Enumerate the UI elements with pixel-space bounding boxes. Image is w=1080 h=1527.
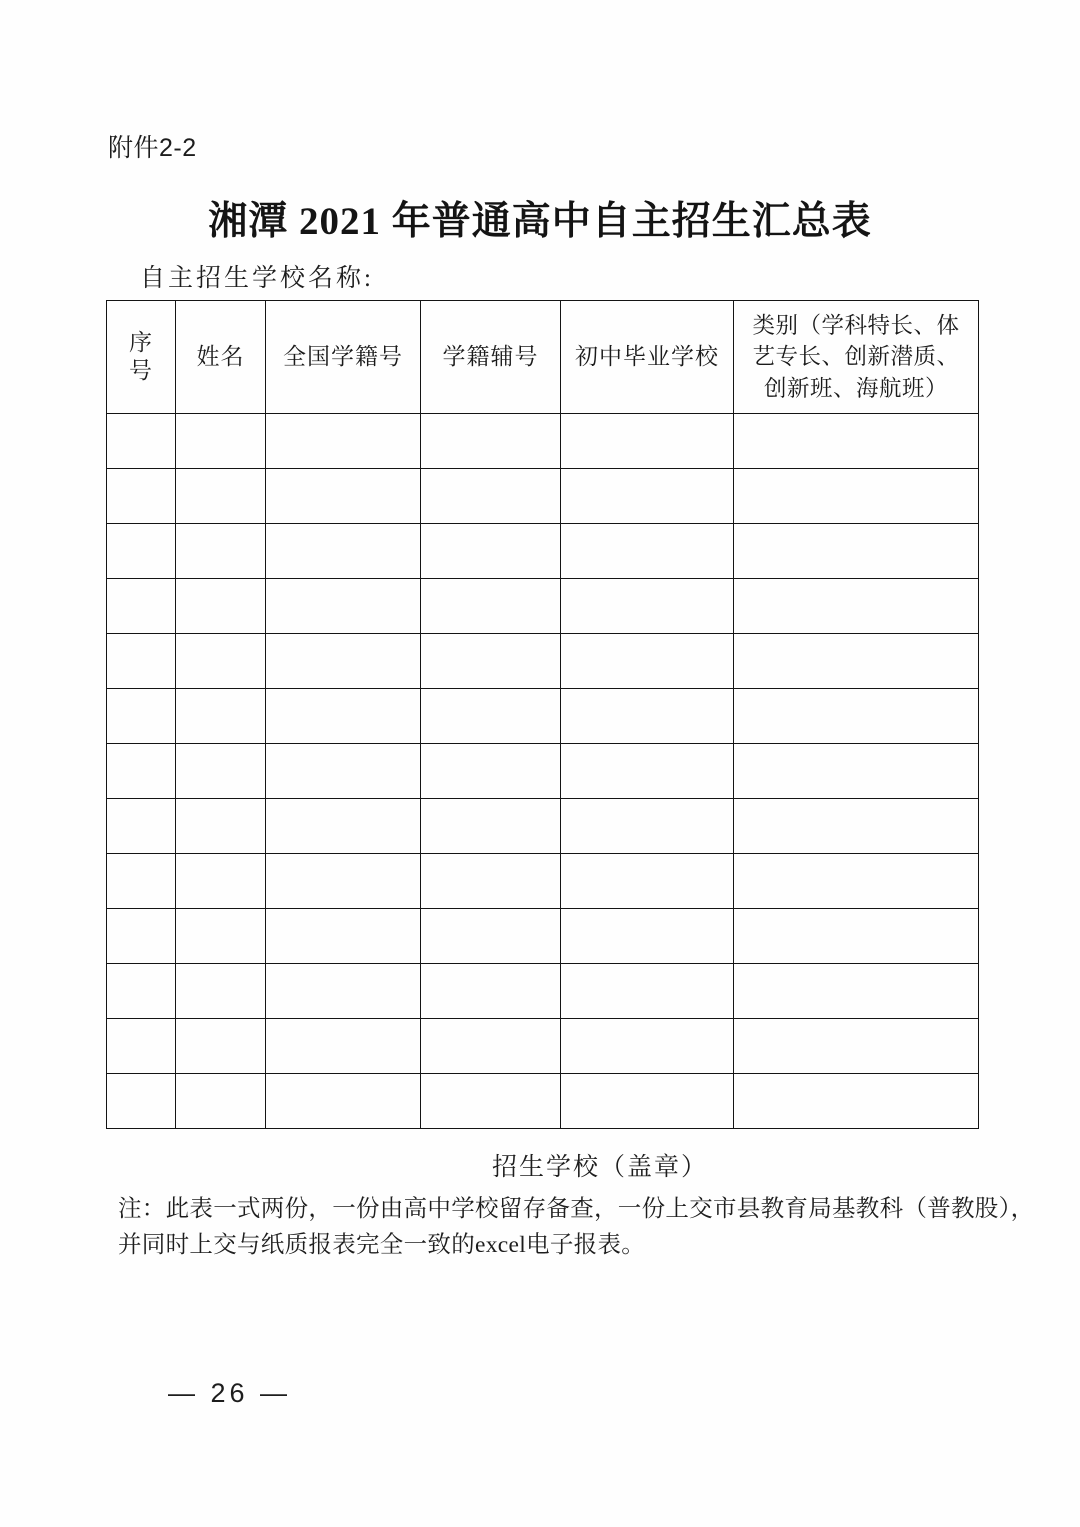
cell-national-student-id[interactable]	[266, 579, 421, 634]
table-row[interactable]	[107, 634, 979, 689]
cell-national-student-id[interactable]	[266, 854, 421, 909]
column-header-sequence	[107, 301, 176, 414]
column-header-sub-student-id: 学籍辅号	[421, 301, 561, 414]
cell-national-student-id[interactable]	[266, 469, 421, 524]
cell-category[interactable]	[734, 689, 979, 744]
table-row[interactable]	[107, 854, 979, 909]
attachment-label: 附件2-2	[108, 134, 197, 162]
cell-sub-student-id[interactable]	[421, 799, 561, 854]
admissions-summary-table	[106, 300, 979, 1129]
cell-category[interactable]	[734, 524, 979, 579]
cell-sequence[interactable]	[107, 1019, 176, 1074]
cell-category[interactable]	[734, 634, 979, 689]
cell-name[interactable]	[176, 524, 266, 579]
table-header-row	[107, 301, 979, 414]
cell-name[interactable]	[176, 799, 266, 854]
cell-category[interactable]	[734, 799, 979, 854]
cell-category[interactable]	[734, 744, 979, 799]
cell-name[interactable]	[176, 854, 266, 909]
table-row[interactable]	[107, 799, 979, 854]
cell-middle-school[interactable]	[561, 634, 734, 689]
cell-sub-student-id[interactable]	[421, 854, 561, 909]
cell-middle-school[interactable]	[561, 414, 734, 469]
cell-sequence[interactable]	[107, 854, 176, 909]
cell-sequence[interactable]	[107, 909, 176, 964]
cell-sub-student-id[interactable]	[421, 1019, 561, 1074]
issuing-school-stamp-label: 招生学校（盖章）	[491, 1154, 708, 1181]
table-row[interactable]	[107, 689, 979, 744]
cell-sequence[interactable]	[107, 469, 176, 524]
column-header-category	[734, 301, 979, 414]
table-row[interactable]	[107, 964, 979, 1019]
cell-sub-student-id[interactable]	[421, 689, 561, 744]
cell-sub-student-id[interactable]	[421, 634, 561, 689]
cell-sub-student-id[interactable]	[421, 964, 561, 1019]
column-header-sequence-line2: 号	[129, 358, 153, 383]
cell-middle-school[interactable]	[561, 744, 734, 799]
footnote-line-1: 注：此表一式两份，一份由高中学校留存备查，一份上交市县教育局基教科（普教股），	[118, 1196, 1035, 1222]
cell-name[interactable]	[176, 909, 266, 964]
cell-category[interactable]	[734, 1019, 979, 1074]
table-row[interactable]	[107, 524, 979, 579]
cell-category[interactable]	[734, 469, 979, 524]
cell-name[interactable]	[176, 744, 266, 799]
cell-middle-school[interactable]	[561, 469, 734, 524]
cell-name[interactable]	[176, 1074, 266, 1129]
cell-sequence[interactable]	[107, 689, 176, 744]
cell-sequence[interactable]	[107, 579, 176, 634]
column-header-category-line1: 类别（学科特长、体	[752, 313, 960, 339]
table-row[interactable]	[107, 579, 979, 634]
cell-middle-school[interactable]	[561, 964, 734, 1019]
column-header-sequence-line1: 序	[129, 329, 153, 355]
cell-category[interactable]	[734, 909, 979, 964]
column-header-category-line2: 艺专长、创新潜质、	[752, 344, 960, 370]
cell-sequence[interactable]	[107, 524, 176, 579]
school-name-field-label: 自主招生学校名称:	[140, 265, 374, 292]
cell-sub-student-id[interactable]	[421, 744, 561, 799]
cell-national-student-id[interactable]	[266, 964, 421, 1019]
table-row[interactable]	[107, 414, 979, 469]
cell-name[interactable]	[176, 1019, 266, 1074]
cell-sub-student-id[interactable]	[421, 579, 561, 634]
cell-national-student-id[interactable]	[266, 414, 421, 469]
table-row[interactable]	[107, 1074, 979, 1129]
cell-sub-student-id[interactable]	[421, 414, 561, 469]
cell-middle-school[interactable]	[561, 854, 734, 909]
cell-middle-school[interactable]	[561, 689, 734, 744]
cell-national-student-id[interactable]	[266, 799, 421, 854]
column-header-category-line3: 创新班、海航班）	[763, 375, 948, 401]
page-number: — 26 —	[168, 1378, 292, 1408]
cell-sub-student-id[interactable]	[421, 524, 561, 579]
cell-sub-student-id[interactable]	[421, 469, 561, 524]
cell-national-student-id[interactable]	[266, 634, 421, 689]
cell-middle-school[interactable]	[561, 1074, 734, 1129]
cell-middle-school[interactable]	[561, 909, 734, 964]
cell-sequence[interactable]	[107, 964, 176, 1019]
cell-middle-school[interactable]	[561, 1019, 734, 1074]
cell-name[interactable]	[176, 579, 266, 634]
cell-sequence[interactable]	[107, 1074, 176, 1129]
table-row[interactable]	[107, 469, 979, 524]
column-header-name: 姓名	[176, 301, 266, 414]
cell-sequence[interactable]	[107, 744, 176, 799]
cell-national-student-id[interactable]	[266, 909, 421, 964]
cell-sequence[interactable]	[107, 414, 176, 469]
page-title: 湘潭 2021 年普通高中自主招生汇总表	[208, 200, 872, 243]
cell-national-student-id[interactable]	[266, 1074, 421, 1129]
cell-category[interactable]	[734, 1074, 979, 1129]
cell-national-student-id[interactable]	[266, 524, 421, 579]
cell-name[interactable]	[176, 689, 266, 744]
table-body	[107, 414, 979, 1129]
cell-name[interactable]	[176, 964, 266, 1019]
cell-middle-school[interactable]	[561, 579, 734, 634]
cell-national-student-id[interactable]	[266, 689, 421, 744]
cell-category[interactable]	[734, 964, 979, 1019]
table-header	[107, 301, 979, 414]
cell-sub-student-id[interactable]	[421, 1074, 561, 1129]
table-row[interactable]	[107, 744, 979, 799]
cell-national-student-id[interactable]	[266, 1019, 421, 1074]
cell-name[interactable]	[176, 634, 266, 689]
footnotes	[118, 1192, 1035, 1263]
cell-sub-student-id[interactable]	[421, 909, 561, 964]
column-header-national-student-id: 全国学籍号	[266, 301, 421, 414]
cell-middle-school[interactable]	[561, 524, 734, 579]
cell-category[interactable]	[734, 854, 979, 909]
column-header-middle-school: 初中毕业学校	[561, 301, 734, 414]
table-row[interactable]	[107, 909, 979, 964]
cell-category[interactable]	[734, 579, 979, 634]
cell-sequence[interactable]	[107, 799, 176, 854]
cell-national-student-id[interactable]	[266, 744, 421, 799]
table-row[interactable]	[107, 1019, 979, 1074]
cell-middle-school[interactable]	[561, 799, 734, 854]
cell-category[interactable]	[734, 414, 979, 469]
cell-name[interactable]	[176, 414, 266, 469]
cell-name[interactable]	[176, 469, 266, 524]
footnote-line-2: 并同时上交与纸质报表完全一致的excel电子报表。	[118, 1231, 646, 1258]
cell-sequence[interactable]	[107, 634, 176, 689]
